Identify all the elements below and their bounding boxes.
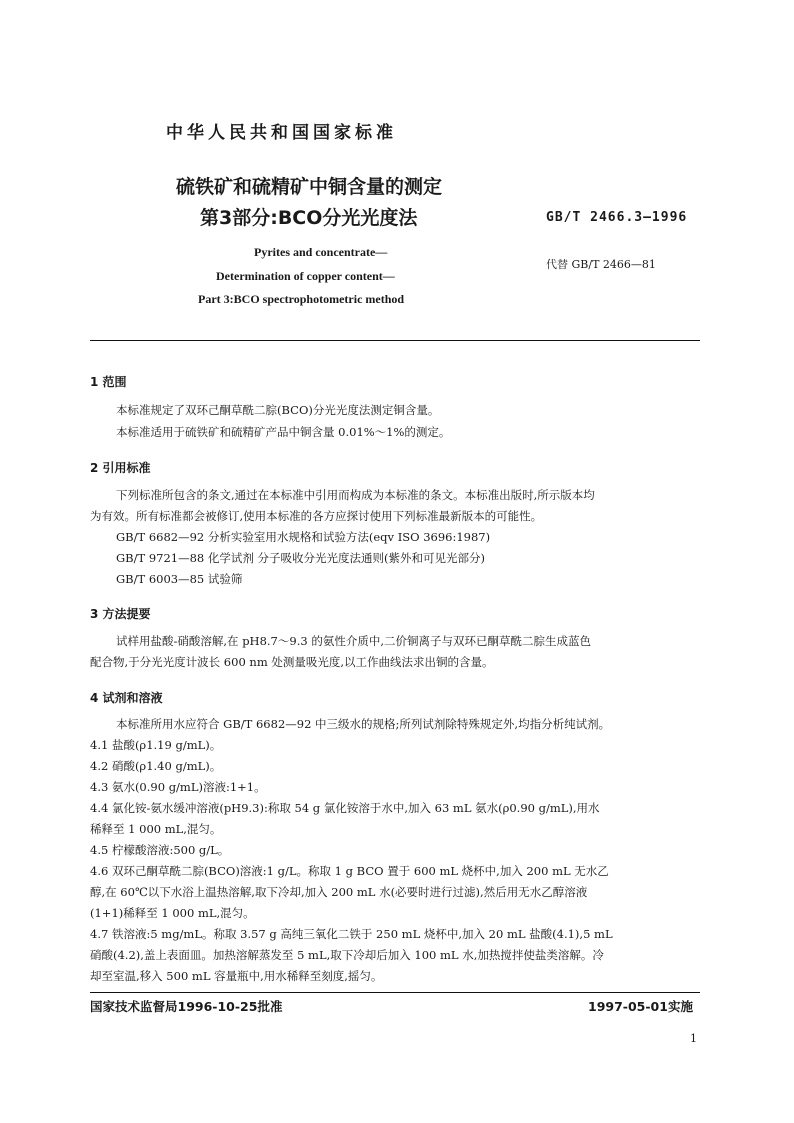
replaces-standard: 代替 GB/T 2466—81 [546,258,656,271]
reference-item-3: GB/T 6003—85 试验筛 [116,572,243,586]
reagent-item-4-7-line2: 硝酸(4.2),盖上表面皿。加热溶解蒸发至 5 mL,取下冷却后加入 100 mL 水,加热搅拌使盐类溶解。冷 [90,948,604,962]
reference-item-2: GB/T 9721—88 化学试剂 分子吸收分光光度法通则(紫外和可见光部分) [116,551,486,565]
scope-paragraph-2: 本标准适用于硫铁矿和硫精矿产品中铜含量 0.01%～1%的测定。 [116,425,451,439]
english-title-line3: Part 3:BCO spectrophotometric method [198,292,405,306]
document-title-line2: 第3部分:BCO分光光度法 [200,207,418,229]
english-title-line1: Pyrites and concentrate— [254,245,388,259]
method-paragraph-line1: 试样用盐酸-硝酸溶解,在 pH8.7～9.3 的氨性介质中,二价铜离子与双环已酮草酰二腙生成蓝色 [116,634,591,648]
reagent-item-4-7-line1: 4.7 铁溶液:5 mg/mL。称取 3.57 g 高纯三氧化二铁于 250 mL 烧杯中,加入 20 mL 盐酸(4.1),5 mL [90,927,613,941]
implementation-date: 1997-05-01实施 [588,999,693,1014]
section-heading-reagents: 4 试剂和溶液 [90,691,163,705]
reagent-item-4-6-line3: (1+1)稀释至 1 000 mL,混匀。 [90,906,255,920]
english-title-line2: Determination of copper content— [216,269,395,283]
section-heading-normative-references: 2 引用标准 [90,461,151,475]
header-divider [90,340,700,341]
reagent-item-4-4-line1: 4.4 氯化铵-氨水缓冲溶液(pH9.3):称取 54 g 氯化铵溶于水中,加入 63 mL 氨水(ρ0.90 g/mL),用水 [90,801,600,815]
page-number: 1 [690,1032,697,1045]
reagent-item-4-4-line2: 稀释至 1 000 mL,混匀。 [90,822,222,836]
reagent-item-4-1: 4.1 盐酸(ρ1.19 g/mL)。 [90,738,222,752]
reagent-item-4-6-line2: 醇,在 60℃以下水浴上温热溶解,取下冷却,加入 200 mL 水(必要时进行过滤),然后用无水乙醇溶液 [90,885,588,899]
footer-divider [90,992,700,993]
reagent-item-4-3: 4.3 氨水(0.90 g/mL)溶液:1+1。 [90,780,266,794]
section-heading-method-summary: 3 方法提要 [90,607,151,621]
scope-paragraph-1: 本标准规定了双环己酮草酰二腙(BCO)分光光度法测定铜含量。 [116,403,440,417]
standard-number: GB/T 2466.3—1996 [546,210,688,225]
reagent-item-4-2: 4.2 硝酸(ρ1.40 g/mL)。 [90,759,222,773]
reagent-item-4-6-line1: 4.6 双环己酮草酰二腙(BCO)溶液:1 g/L。称取 1 g BCO 置于 600 mL 烧杯中,加入 200 mL 无水乙 [90,864,609,878]
references-paragraph-line1: 下列标准所包含的条文,通过在本标准中引用而构成为本标准的条文。本标准出版时,所示版本均 [116,488,595,502]
issuing-organization: 中华人民共和国国家标准 [166,123,397,143]
document-title-line1: 硫铁矿和硫精矿中铜含量的测定 [176,176,443,198]
reagent-item-4-7-line3: 却至室温,移入 500 mL 容量瓶中,用水稀释至刻度,摇匀。 [90,969,383,983]
approval-statement: 国家技术监督局1996-10-25批准 [90,999,283,1014]
references-paragraph-line2: 为有效。所有标准都会被修订,使用本标准的各方应探讨使用下列标准最新版本的可能性。 [90,509,543,523]
reagent-item-4-5: 4.5 柠檬酸溶液:500 g/L。 [90,843,230,857]
reagents-intro: 本标准所用水应符合 GB/T 6682—92 中三级水的规格;所列试剂除特殊规定外,均指分析纯试剂。 [116,717,611,731]
method-paragraph-line2: 配合物,于分光光度计波长 600 nm 处测量吸光度,以工作曲线法求出铜的含量。 [90,655,494,669]
reference-item-1: GB/T 6682—92 分析实验室用水规格和试验方法(eqv ISO 3696:1987) [116,530,491,544]
section-heading-scope: 1 范围 [90,375,127,389]
